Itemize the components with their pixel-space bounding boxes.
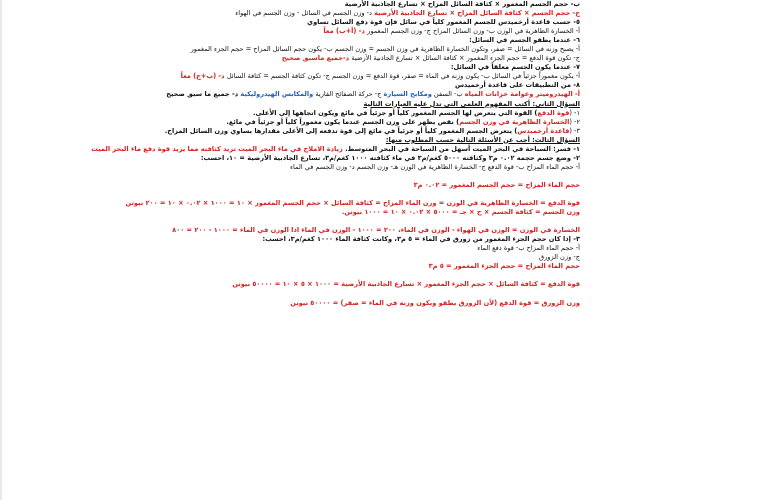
text-line xyxy=(205,36,580,45)
text-span: ٧- عندما يكون الجسم معلقاً في السائل: xyxy=(450,63,580,72)
text-span: ١- ( xyxy=(569,108,580,117)
text-line xyxy=(205,217,580,226)
text-line xyxy=(205,244,580,253)
text-span: ٥- حسب قاعدة أرخميدس للجسم المغمور كلياً في سائل فإن قوة دفع السائل تساوي xyxy=(307,18,580,27)
text-line xyxy=(205,262,580,271)
text-line xyxy=(190,45,580,54)
text-line xyxy=(205,27,580,36)
text-span: زيادة الاملاح في ماء البحر الميت تزيد كثافته مما يزيد قوة دفع ماء البحر الميت xyxy=(91,144,346,153)
text-span: السؤال الثالث: أجب عن الأسئلة التالية حسب المطلوب منها: xyxy=(385,135,580,144)
text-line xyxy=(205,172,580,181)
text-span: أ- حجم الماء المزاح ب- قوة دفع الماء xyxy=(477,244,580,253)
text-span: ومكابح السيارة xyxy=(383,90,432,99)
text-line xyxy=(205,163,580,172)
text-line xyxy=(205,181,580,190)
text-line xyxy=(205,18,580,27)
text-span: د- جميع ما سبق صحيح xyxy=(166,90,241,99)
text-span: وزن الجسم = كثافة الجسم × ح × جـ = ٥٠٠٠ × ٠.٠٢ × ١٠ = ١٠٠٠ نيوتن. xyxy=(341,208,580,217)
text-span: ب- حجم الجسم المغمور × كثافة السائل المزاح × تسارع الجاذبية الأرضية xyxy=(344,0,580,8)
text-span: ج- وزن الزورق xyxy=(538,253,580,262)
text-span: د- (أ+ب) معاً xyxy=(323,27,368,36)
text-line xyxy=(205,280,580,289)
text-line xyxy=(205,253,580,262)
text-line xyxy=(166,90,580,99)
text-line xyxy=(205,235,580,244)
text-span: أ- الهيدروميتر وعوامة خزانات المياه xyxy=(464,90,580,99)
text-span: ٢- وضع جسم حجمه ٠.٠٢ م٣ وكثافته ٥٠٠٠ كغم/م٣ في ماء كثافته ١٠٠٠ كغم/م٣، تسارع الجاذبية الأرضية = ١٠، احسب: xyxy=(200,153,580,162)
text-span: أ- الخسارة الظاهرية في الوزن ب- وزن السائل المزاح ج- وزن الجسم المغمور xyxy=(367,27,580,36)
text-line xyxy=(205,100,580,109)
text-line xyxy=(205,299,580,308)
text-span: ١- فسر: السباحة في البحر الميت أسهل من السباحة في البحر المتوسط. xyxy=(345,144,580,153)
text-span: أ- حجم الماء المزاح ب- قوة الدفع ج- الخسارة الظاهرية في الوزن هـ- وزن الجسم د- وزن الجسم في الماء xyxy=(289,162,580,171)
text-span: د-جميع ماسبق صحيح xyxy=(281,54,352,63)
text-span: قوة الدفع = الخسارة الظاهرية في الوزن = وزن الماء المزاح = كثافة السائل × حجم الجسم المغمور × ١٠ = ١٠٠٠ × ٠.٠٢ × ١٠ = ٢٠٠ نيوتن xyxy=(125,199,580,208)
text-span: والمكابس الهيدروليكية xyxy=(240,90,314,99)
text-span: ٢- ( xyxy=(569,117,580,126)
text-span: ٨- من التطبيقات على قاعدة أرخميدس xyxy=(454,81,580,90)
text-span: قاعدة أرخميدس xyxy=(517,126,570,135)
text-span: أ- يكون مغموراً جزئياً في السائل ب- يكون وزنه في الماء = صفر، قوة الدفع = وزن الجسم ج- تكون كثافة الجسم = كثافة السائل xyxy=(226,72,580,81)
page-edge xyxy=(0,0,2,500)
text-span: ج- تكون قوة الدفع = حجم الجزء المغمور × كثافة السائل × تسارع الجاذبية الأرضية xyxy=(351,54,580,63)
text-span: السؤال الثاني: أكتب المفهوم العلمي التي تدل عليه العبارات التالية xyxy=(363,99,580,108)
text-line xyxy=(125,199,580,208)
text-span: الخسارة الظاهرية في وزن الجسم xyxy=(459,117,570,126)
text-line xyxy=(205,109,580,118)
text-line xyxy=(172,226,580,235)
text-line xyxy=(205,290,580,299)
text-line xyxy=(205,208,580,217)
text-line xyxy=(205,0,580,9)
text-line xyxy=(205,136,580,145)
text-span: الخسارة في الوزن = الوزن في الهواء - الوزن في الماء، ٢٠٠ = ١٠٠٠ - الوزن في الماء اذا الوزن في الماء = ١٠٠٠ - ٢٠٠ = ٨٠٠ xyxy=(172,226,580,235)
text-span: ٣- إذا كان حجم الجزء المغمور من زورق في الماء = ٥ م٣، وكانت كثافة الماء ١٠٠٠ كغم/م٣، احسب: xyxy=(262,235,580,244)
text-span: ٦- عندما يطفو الجسم في السائل: xyxy=(469,36,580,45)
text-span: ج- حجم الجسم × كثافة السائل المزاح × تسارع الجاذبية الأرضية xyxy=(374,9,580,18)
text-line xyxy=(205,54,580,63)
text-span: د- وزن الجسم في السائل - وزن الجسم في الهواء xyxy=(235,9,375,18)
text-line xyxy=(200,153,580,163)
text-span: حجم الماء المزاح = حجم الجزء المغمور = ٥ م٣ xyxy=(428,262,580,271)
text-line xyxy=(205,118,580,127)
text-span: قوة الدفع = كثافة السائل × حجم الجزء المغمور × تسارع الجاذبية الأرضية = ١٠٠٠ × ٥ × ١٠ = ٥٠٠٠٠ نيوتن xyxy=(232,280,580,289)
text-span: أ- يصبح وزنه في السائل = صفر، وتكون الخسارة الظاهرية في وزن الجسم = وزن الجسم ب- يكون حجم السائل المزاح = حجم الجزء المغمور xyxy=(190,45,580,54)
text-span: ب- السفن xyxy=(431,90,465,99)
text-span: قوة الدفع xyxy=(537,108,570,117)
text-span: ) نقص يظهر على وزن الجسم عندما يكون مغموراً كلياً أو جزئياً في مائع. xyxy=(226,117,460,126)
text-span: حجم الماء المزاح = حجم الجسم المغمور = ٠.٠٢ م٣ xyxy=(413,180,580,189)
text-line xyxy=(91,144,580,154)
text-span: ) القوة التي يتعرض لها الجسم المغمور كلياً أو جزئياً في مائع ويكون اتجاهها إلى الأعلى. xyxy=(252,108,538,117)
text-line xyxy=(164,126,580,136)
text-span: وزن الزورق = قوة الدفع (لأن الزورق يطفو ويكون وزنه في الماء = صفر) = ٥٠٠٠٠ نيوتن xyxy=(290,298,580,307)
text-line xyxy=(205,9,580,18)
text-line xyxy=(205,190,580,199)
worksheet xyxy=(91,0,580,500)
text-span: ) يتعرض الجسم المغمور كلياً أو جزئياً في مائع إلى قوة تدفعه إلى الأعلى مقدارها يساوي وزن السائل المزاح. xyxy=(164,126,518,135)
text-span: د- (ب+ج) معاً xyxy=(180,72,227,81)
text-span: ج- حركة الصفائح القارية xyxy=(313,90,384,99)
text-span: ٣- ( xyxy=(569,126,580,135)
